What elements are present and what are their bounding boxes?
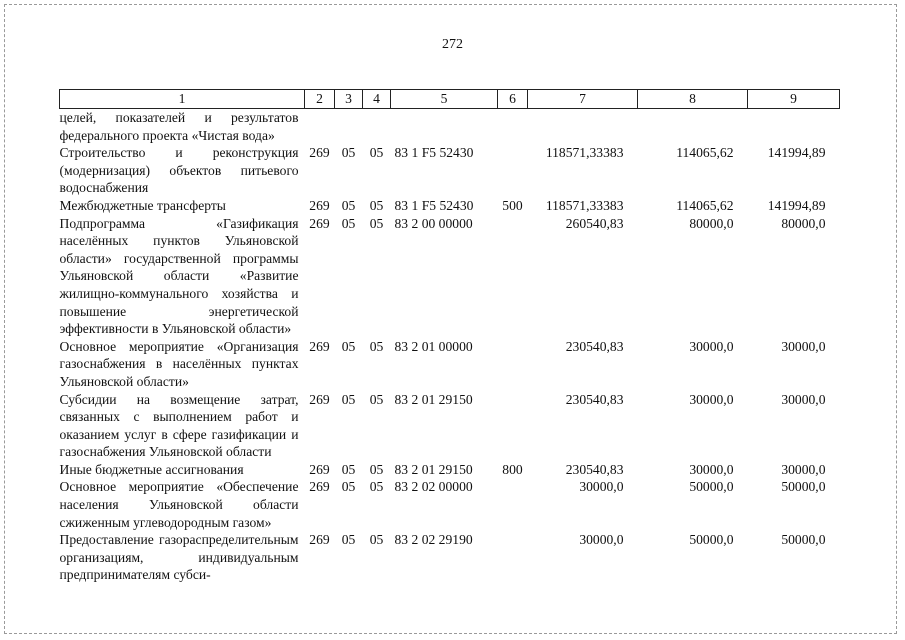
column-header-2: 2	[305, 90, 335, 109]
target-article-code: 83 2 01 29150	[394, 391, 473, 407]
column-header-1: 1	[60, 90, 305, 109]
amount-col-9	[748, 109, 840, 145]
amount-col-7: 230540,83	[565, 461, 624, 477]
expense-type-code	[498, 338, 528, 391]
target-article-code	[391, 109, 498, 145]
target-article-code: 83 2 02 00000	[394, 479, 473, 495]
amount-col-8: 114065,62	[676, 145, 734, 161]
column-header-5: 5	[391, 90, 498, 109]
subsection-code: 05	[369, 532, 384, 548]
row-name: Иные бюджетные ассигнования	[59, 461, 244, 477]
row-name: Межбюджетные трансферты	[59, 197, 226, 213]
subsection-code	[363, 109, 391, 145]
amount-col-9: 141994,89	[767, 145, 826, 161]
admin-code: 269	[309, 461, 330, 477]
expense-type-code	[498, 109, 528, 145]
section-code: 05	[341, 479, 356, 495]
expense-type-code	[498, 478, 528, 531]
amount-col-8	[638, 109, 748, 145]
amount-col-8: 30000,0	[689, 391, 734, 407]
subsection-code: 05	[369, 215, 384, 231]
section-code: 05	[341, 391, 356, 407]
subsection-code: 05	[369, 145, 384, 161]
target-article-code: 83 2 00 00000	[394, 215, 473, 231]
amount-col-8: 50000,0	[689, 532, 734, 548]
table-row	[60, 197, 840, 215]
subsection-code: 05	[369, 461, 384, 477]
target-article-code: 83 2 01 00000	[394, 338, 473, 354]
subsection-code: 05	[369, 479, 384, 495]
table-header-row	[60, 90, 840, 109]
target-article-code: 83 1 F5 52430	[394, 145, 474, 161]
table-row	[60, 478, 840, 531]
expense-type-code	[498, 391, 528, 461]
budget-table	[59, 89, 840, 584]
column-header-9: 9	[748, 90, 840, 109]
section-code	[335, 109, 363, 145]
column-header-8: 8	[638, 90, 748, 109]
target-article-code: 83 2 01 29150	[394, 461, 473, 477]
amount-col-7: 230540,83	[565, 391, 624, 407]
table-row	[60, 144, 840, 197]
table-row	[60, 461, 840, 479]
expense-type-code	[498, 531, 528, 584]
row-name: Строительство и реконструкция (модернизация) объектов питьевого водоснабжения	[59, 145, 299, 196]
amount-col-9: 50000,0	[781, 479, 826, 495]
amount-col-7: 260540,83	[565, 215, 624, 231]
row-name: Субсидии на возмещение затрат, связанных с выполнением работ и оказанием услуг в сфере газификации и газоснабжения Ульяновской области	[59, 391, 299, 460]
table-row	[60, 531, 840, 584]
amount-col-9: 141994,89	[767, 197, 826, 213]
amount-col-9: 30000,0	[781, 338, 826, 354]
admin-code: 269	[309, 479, 330, 495]
section-code: 05	[341, 532, 356, 548]
row-name: Основное мероприятие «Обеспечение населения Ульяновской области сжиженным углеводородным газом»	[59, 479, 299, 530]
table-row	[60, 391, 840, 461]
column-header-3: 3	[335, 90, 363, 109]
subsection-code: 05	[369, 338, 384, 354]
amount-col-9: 50000,0	[781, 532, 826, 548]
admin-code: 269	[309, 338, 330, 354]
amount-col-7: 30000,0	[579, 479, 624, 495]
amount-col-8: 114065,62	[676, 197, 734, 213]
amount-col-7: 30000,0	[579, 532, 624, 548]
admin-code: 269	[309, 145, 330, 161]
row-name: целей, показателей и результатов федерального проекта «Чистая вода»	[59, 110, 299, 143]
admin-code: 269	[309, 215, 330, 231]
amount-col-7: 118571,33383	[545, 145, 624, 161]
amount-col-8: 30000,0	[689, 338, 734, 354]
amount-col-8: 50000,0	[689, 479, 734, 495]
admin-code: 269	[309, 532, 330, 548]
expense-type-code	[498, 215, 528, 338]
amount-col-7: 230540,83	[565, 338, 624, 354]
expense-type-code: 800	[502, 461, 523, 477]
column-header-4: 4	[363, 90, 391, 109]
amount-col-9: 30000,0	[781, 461, 826, 477]
admin-code: 269	[309, 391, 330, 407]
section-code: 05	[341, 461, 356, 477]
table-row	[60, 109, 840, 145]
table-row	[60, 338, 840, 391]
target-article-code: 83 2 02 29190	[394, 532, 473, 548]
section-code: 05	[341, 338, 356, 354]
amount-col-8: 80000,0	[689, 215, 734, 231]
expense-type-code: 500	[502, 197, 523, 213]
row-name: Предоставление газораспределительным организациям, индивидуальным предпринимателям субси-	[59, 532, 299, 583]
amount-col-8: 30000,0	[689, 461, 734, 477]
table-row	[60, 215, 840, 338]
row-name: Основное мероприятие «Организация газоснабжения в населённых пунктах Ульяновской области»	[59, 338, 299, 389]
page-number: 272	[442, 37, 463, 52]
amount-col-9: 30000,0	[781, 391, 826, 407]
table-body	[60, 109, 840, 585]
section-code: 05	[341, 197, 356, 213]
column-header-7: 7	[528, 90, 638, 109]
amount-col-7: 118571,33383	[545, 197, 624, 213]
expense-type-code	[498, 144, 528, 197]
section-code: 05	[341, 145, 356, 161]
subsection-code: 05	[369, 391, 384, 407]
admin-code: 269	[309, 197, 330, 213]
row-name: Подпрограмма «Газификация населённых пунктов Ульяновской области» государственной программы Ульяновской области «Развитие жилищно-коммунального хозяйства и повышение энергетической эффективности в Ульяновской области»	[59, 215, 299, 337]
amount-col-7	[528, 109, 638, 145]
section-code: 05	[341, 215, 356, 231]
target-article-code: 83 1 F5 52430	[394, 197, 474, 213]
amount-col-9: 80000,0	[781, 215, 826, 231]
column-header-6: 6	[498, 90, 528, 109]
subsection-code: 05	[369, 197, 384, 213]
admin-code	[305, 109, 335, 145]
